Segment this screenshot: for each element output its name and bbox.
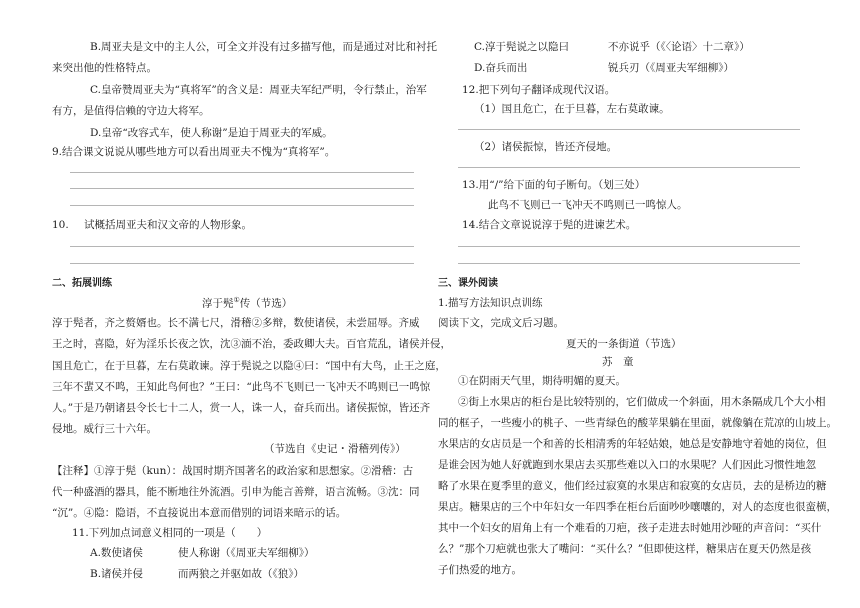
- question-14: 14.结合文章说说淳于髡的进谏艺术。: [462, 219, 637, 231]
- answer-line[interactable]: [458, 167, 800, 168]
- passage-line: 国且危亡，在于旦暮，左右莫敢谏。淳于髡说之以隐④曰：“国中有大鸟，止王之庭，: [52, 360, 446, 372]
- option-b-phrase: B.诸侯并侵: [90, 568, 144, 580]
- passage-line: 侵地。威行三十六年。: [52, 423, 157, 435]
- subsection-heading: 1.描写方法知识点训练: [438, 297, 543, 309]
- section-heading: 二、拓展训练: [52, 278, 112, 289]
- passage-line: 王之时，喜隐，好为淫乐长夜之饮，沈③湎不治，委政卿大夫。百官荒乱，诸侯并侵，: [52, 338, 451, 350]
- answer-line[interactable]: [458, 263, 800, 264]
- option-c-line2: 有方，是值得信赖的守边大将军。: [52, 105, 210, 117]
- option-d-reference: 锐兵刃（《周亚夫军细柳》）: [608, 62, 734, 74]
- question-10-number: 10.: [52, 219, 69, 231]
- article-author: 苏 童: [602, 356, 634, 368]
- annotation-line: 【注释】①淳于髡（kun）：战国时期齐国著名的政治家和思想家。②滑稽：古: [52, 465, 414, 477]
- question-11: 11.下列加点词意义相同的一项是（ ）: [72, 527, 268, 539]
- passage-line: 淳于髡者，齐之赘婿也。长不满七尺，滑稽②多辩，数使诸侯，未尝屈辱。齐威: [52, 317, 420, 329]
- annotation-line: 代一种盛酒的器具，能不断地往外流酒。引申为能言善辩，语言流畅。③沈：同: [52, 486, 420, 498]
- article-line: 是谁会因为她人好就跑到水果店去买那些难以入口的水果呢？人们因此习惯性地忽: [438, 459, 816, 471]
- article-line: 么？”那个刀疤就也张大了嘴问：“买什么？”但即使这样，糖果店在夏天仍然是孩: [438, 543, 812, 555]
- option-c-line1: C.皇帝赞周亚夫为“真将军”的含义是：周亚夫军纪严明，令行禁止，治军: [90, 84, 427, 96]
- article-paragraph: ①在阴雨天气里，期待明媚的夏天。: [458, 375, 626, 387]
- annotation-line: “沉”。④隐：隐语，不直接说出本意而借别的词语来暗示的话。: [52, 507, 347, 519]
- answer-line[interactable]: [70, 246, 414, 247]
- option-a-phrase: A.数使诸侯: [90, 547, 143, 559]
- option-c-reference: 不亦说乎（《〈论语〉十二章》）: [608, 41, 750, 53]
- passage-title: 淳于髡①传（节选）: [202, 296, 293, 310]
- question-9: 9.结合课文说说从哪些地方可以看出周亚夫不愧为“真将军”。: [52, 146, 336, 158]
- question-12-item: （2）诸侯振惊，皆还齐侵地。: [474, 141, 618, 153]
- option-b-line1: B.周亚夫是文中的主人公，可全文并没有过多描写他，而是通过对比和衬托: [90, 41, 438, 53]
- instruction-text: 阅读下文，完成文后习题。: [438, 317, 564, 329]
- answer-line[interactable]: [70, 172, 414, 173]
- section-heading: 三、课外阅读: [438, 278, 498, 289]
- passage-line: 人。”于是乃朝诸县令长七十二人，赏一人，诛一人，奋兵而出。诸侯振惊，皆还齐: [52, 402, 431, 414]
- article-line: 同的框子，一些瘦小的桃子、一些青绿色的酸苹果躺在里面，就像躺在荒凉的山坡上。: [438, 417, 837, 429]
- option-d-phrase: D.奋兵而出: [474, 62, 528, 74]
- article-line: 水果店的女店员是一个和善的长相清秀的年轻姑娘，她总是安静地守着她的岗位，但: [438, 438, 827, 450]
- question-12-item: （1）国且危亡，在于旦暮，左右莫敢谏。: [474, 103, 670, 115]
- option-b-reference: 而两狼之并驱如故（《狼》）: [178, 568, 304, 580]
- answer-line[interactable]: [458, 129, 800, 130]
- question-13: 13.用“/”给下面的句子断句。（划三处）: [462, 179, 646, 191]
- article-title: 夏天的一条街道（节选）: [566, 338, 682, 350]
- passage-line: 三年不蜚又不鸣，王知此鸟何也？”王曰：“此鸟不飞则已一飞冲天不鸣则已一鸣惊: [52, 381, 431, 393]
- question-13-sentence: 此鸟不飞则已一飞冲天不鸣则已一鸣惊人。: [488, 199, 688, 211]
- article-line: 果店。糖果店的三个中年妇女一年四季在柜台后面吵吵嚷嚷的，对人的态度也很蛮横，: [438, 501, 837, 513]
- answer-line[interactable]: [70, 205, 414, 206]
- answer-line[interactable]: [70, 188, 414, 189]
- article-line: 其中一个妇女的眉角上有一个难看的刀疤，孩子走进去时她用沙哑的声音问：“买什: [438, 522, 822, 534]
- passage-source: （节选自《史记・滑稽列传》）: [264, 443, 406, 455]
- question-12: 12.把下列句子翻译成现代汉语。: [462, 84, 616, 96]
- answer-line[interactable]: [70, 263, 414, 264]
- option-b-line2: 来突出他的性格特点。: [52, 62, 157, 74]
- option-c-phrase: C.淳于髡说之以隐曰: [474, 41, 569, 53]
- article-line: ②街上水果店的柜台是比较特别的，它们做成一个斜面，用木条隔成几个大小相: [458, 396, 826, 408]
- answer-line[interactable]: [458, 246, 800, 247]
- option-d: D.皇帝“改容式车，使人称谢”是迫于周亚夫的军威。: [90, 127, 333, 139]
- option-a-reference: 使人称谢（《周亚夫军细柳》）: [178, 547, 315, 559]
- question-10: 试概括周亚夫和汉文帝的人物形象。: [84, 219, 252, 231]
- article-line: 略了水果在夏季里的意义，他们经过寂寞的水果店和寂寞的女店员，去的是桥边的糖: [438, 480, 827, 492]
- article-line: 子们热爱的地方。: [438, 564, 522, 576]
